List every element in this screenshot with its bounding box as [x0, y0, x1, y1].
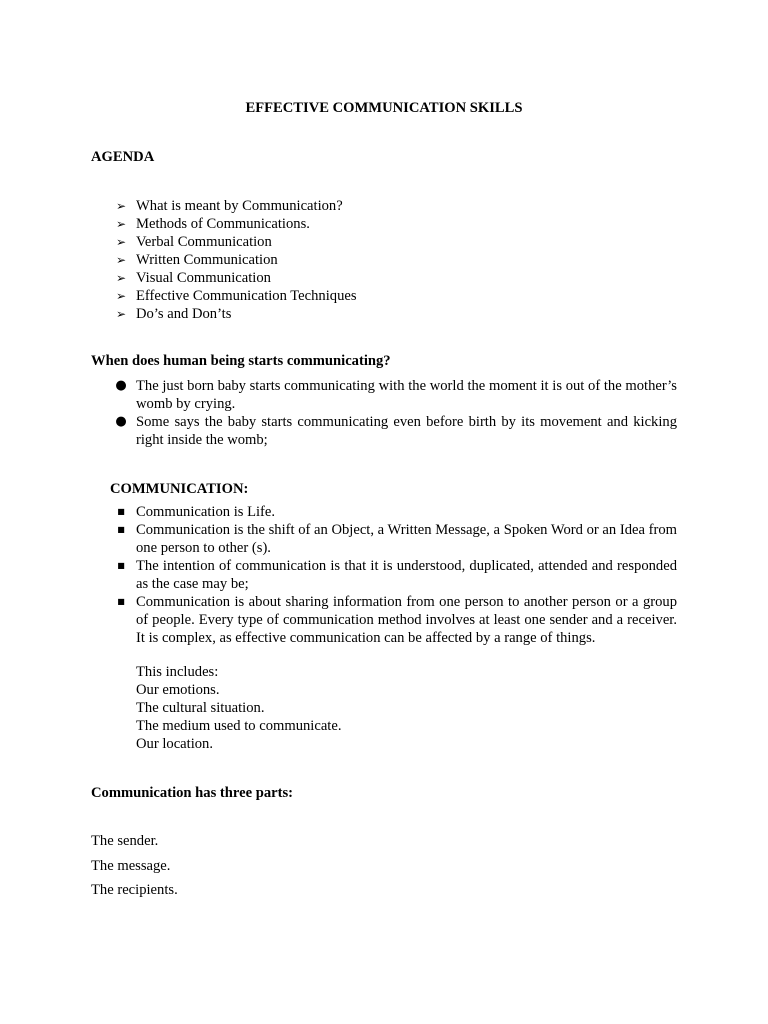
communication-item: ■ The intention of communication is that it is understood, duplicated, attended and responded as the case may be;: [0, 557, 677, 593]
document-title: EFFECTIVE COMMUNICATION SKILLS: [245, 100, 523, 116]
includes-intro: This includes:: [136, 664, 219, 680]
agenda-heading: AGENDA: [91, 149, 155, 165]
communication-item: ■ Communication is about sharing information from one person to another person or a group of people. Every type of communication method involves at least one sender and a receiver. It is complex, as effective communication can be affected by a range of things.: [0, 593, 677, 647]
parts-heading: Communication has three parts:: [91, 785, 294, 801]
communication-list: [0, 503, 768, 647]
dot-bullet-icon: ●: [115, 414, 127, 429]
agenda-item: ➢ Methods of Communications.: [0, 215, 677, 233]
agenda-item: ➢ What is meant by Communication?: [0, 197, 677, 215]
square-bullet-icon: ■: [117, 597, 125, 606]
communication-heading: COMMUNICATION:: [110, 481, 249, 497]
square-bullet-icon: ■: [117, 561, 125, 570]
when-heading: When does human being starts communicating?: [91, 353, 391, 369]
parts-item: The recipients.: [91, 882, 178, 898]
parts-item: The sender.: [91, 833, 159, 849]
includes-item: Our location.: [136, 736, 214, 752]
arrow-bullet-icon: ➢: [115, 307, 127, 321]
when-list: [0, 377, 768, 449]
communication-item: ■ Communication is Life.: [0, 503, 677, 521]
arrow-bullet-icon: ➢: [115, 253, 127, 267]
arrow-bullet-icon: ➢: [115, 289, 127, 303]
square-bullet-icon: ■: [117, 525, 125, 534]
arrow-bullet-icon: ➢: [115, 217, 127, 231]
arrow-bullet-icon: ➢: [115, 199, 127, 213]
agenda-item: ➢ Do’s and Don’ts: [0, 305, 677, 323]
agenda-item: ➢ Visual Communication: [0, 269, 677, 287]
arrow-bullet-icon: ➢: [115, 235, 127, 249]
includes-item: The medium used to communicate.: [136, 718, 342, 734]
agenda-list: [0, 197, 768, 323]
square-bullet-icon: ■: [117, 507, 125, 516]
includes-item: The cultural situation.: [136, 700, 265, 716]
agenda-item: ➢ Verbal Communication: [0, 233, 677, 251]
arrow-bullet-icon: ➢: [115, 271, 127, 285]
communication-item: ■ Communication is the shift of an Object, a Written Message, a Spoken Word or an Idea from one person to other (s).: [0, 521, 677, 557]
when-item: ● Some says the baby starts communicating even before birth by its movement and kicking right inside the womb;: [0, 413, 677, 449]
parts-item: The message.: [91, 858, 171, 874]
agenda-item: ➢ Effective Communication Techniques: [0, 287, 677, 305]
when-item: ● The just born baby starts communicating with the world the moment it is out of the mother’s womb by crying.: [0, 377, 677, 413]
dot-bullet-icon: ●: [115, 378, 127, 393]
agenda-item: ➢ Written Communication: [0, 251, 677, 269]
includes-item: Our emotions.: [136, 682, 220, 698]
